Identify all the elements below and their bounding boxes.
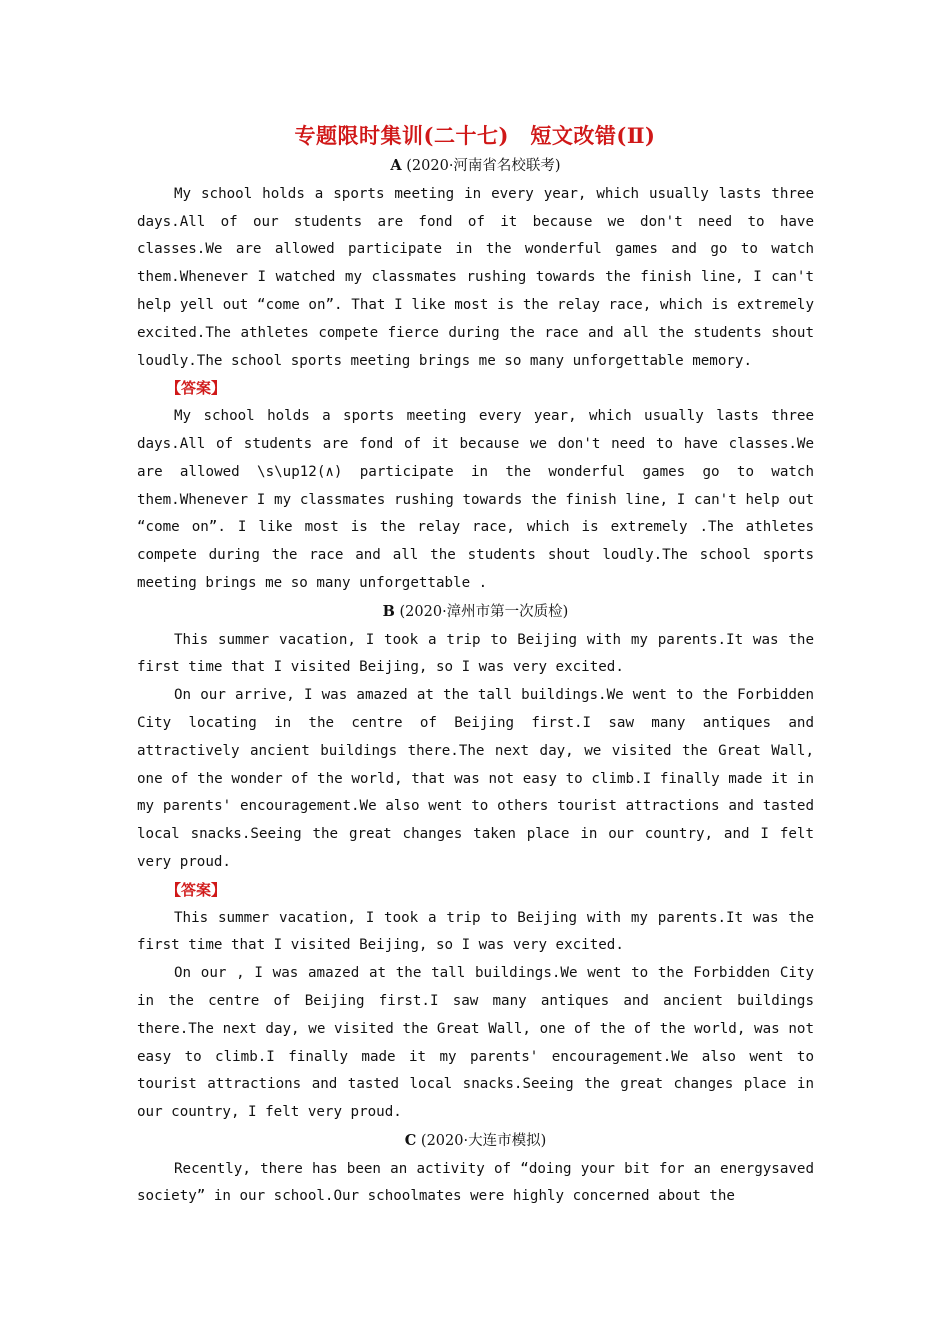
section-a-answer-label: 【答案】 [166, 379, 227, 398]
section-a-passage: My school holds a sports meeting in every year, which usually lasts three days.All of our students are fond of it because we don't need to have classes.We are allowed participate in the wonderful games and go to watch them.Whenever I watched my classmates rushing towards the finish line, I can't help yell out “come on”. That I like most is the relay race, which is extremely excited.The athletes compete fierce during the race and all the students shout loudly.The school sports meeting brings me so many unforgettable memory. [137, 185, 814, 369]
section-b-answer-paragraph: This summer vacation, I took a trip to Beijing with my parents.It was the first time that I visited Beijing, so I was very excited. [137, 909, 814, 954]
document-title: 专题限时集训(二十七) 短文改错(Ⅱ) [294, 123, 656, 148]
section-letter: B [382, 602, 395, 620]
section-b-answer-label: 【答案】 [166, 880, 227, 899]
section-letter: C [404, 1131, 417, 1149]
section-b-passage-paragraph: This summer vacation, I took a trip to Beijing with my parents.It was the first time that I visited Beijing, so I was very excited. [137, 631, 814, 676]
section-source: (2020·大连市模拟) [416, 1132, 547, 1149]
document-body [137, 152, 814, 1211]
section-c-heading [137, 1127, 814, 1156]
section-a-heading [137, 152, 814, 181]
section-b-passage-paragraph: On our arrive, I was amazed at the tall buildings.We went to the Forbidden City locating in the centre of Beijing first.I saw many antiques and attractively ancient buildings there.The next day, we visited the Great Wall, one of the wonder of the world, that was not easy to climb.I finally made it in my parents' encouragement.We also went to others tourist attractions and tasted local snacks.Seeing the great changes taken place in our country, and I felt very proud. [137, 687, 814, 870]
section-b-answer-paragraph: On our , I was amazed at the tall buildings.We went to the Forbidden City in the centre of Beijing first.I saw many antiques and ancient buildings there.The next day, we visited the Great Wall, one of the of the world, was not easy to climb.I finally made it my parents' encouragement.We also went to tourist attractions and tasted local snacks.Seeing the great changes place in our country, I felt very proud. [137, 965, 814, 1121]
section-c-passage: Recently, there has been an activity of “doing your bit for an energysaved society” in our school.Our schoolmates were highly concerned about the [137, 1160, 814, 1205]
section-source: (2020·漳州市第一次质检) [394, 603, 569, 620]
section-letter: A [390, 157, 402, 174]
section-a-answer: My school holds a sports meeting every year, which usually lasts three days.All of students are fond of it because we don't need to have classes.We are allowed \s\up12(∧) participate in the wonderful games go to watch them.Whenever I my classmates rushing towards the finish line, I can't help out “come on”. I like most is the relay race, which is extremely .The athletes compete during the race and all the students shout loudly.The school sports meeting brings me so many unforgettable . [137, 408, 814, 591]
section-b-heading [137, 598, 814, 627]
section-source: (2020·河南省名校联考) [401, 158, 561, 174]
